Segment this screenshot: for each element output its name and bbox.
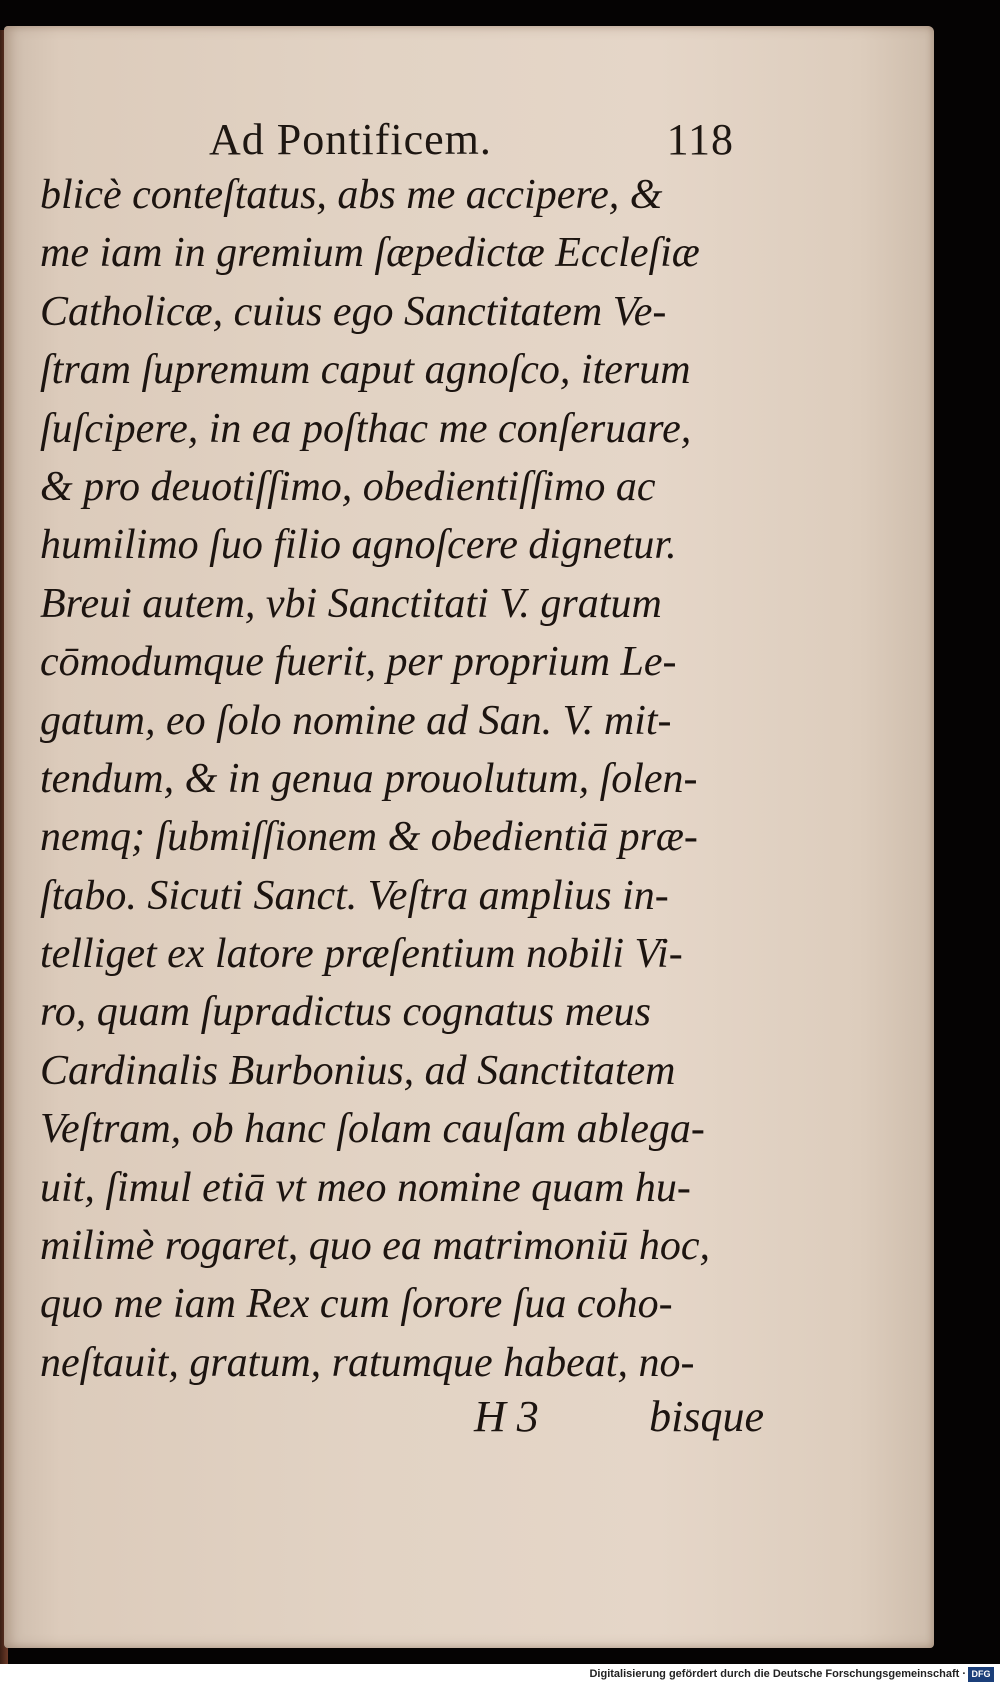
text-line: ſtram ſupremum caput agnoſco, iterum [40,347,691,394]
page-header [209,114,734,174]
dfg-logo-icon: DFG [968,1667,994,1682]
text-line: tendum, & in genua prouolutum, ſolen- [40,755,698,802]
text-line: ſuſcipere, in ea poſthac me conſeruare, [40,405,692,452]
text-line: & pro deuotiſſimo, obedientiſſimo ac [40,463,656,510]
text-line: quo me iam Rex cum ſorore ſua coho- [40,1281,673,1328]
text-line: milimè rogaret, quo ea matrimoniū hoc, [40,1223,710,1270]
page-number: 118 [666,115,734,164]
text-line: nemq; ſubmiſſionem & obedientiā præ- [40,814,698,861]
text-line: uit, ſimul etiā vt meo nomine quam hu- [40,1164,691,1211]
text-line: Breui autem, vbi Sanctitati V. gratum [40,580,662,627]
text-line: ſtabo. Sicuti Sanct. Veſtra amplius in- [40,872,669,919]
text-line: gatum, eo ſolo nomine ad San. V. mit- [40,697,672,744]
credit-bar [0,1664,1000,1688]
text-line: me iam in gremium ſæpedictæ Eccleſiæ [40,230,700,277]
book-page [4,26,934,1648]
text-line: Veſtram, ob hanc ſolam cauſam ablega- [40,1106,705,1153]
page-footer [474,1391,764,1451]
text-line: Cardinalis Burbonius, ad Sanctitatem [40,1047,676,1094]
running-head: Ad Pontificem. [209,115,492,164]
text-line: neſtauit, gratum, ratumque habeat, no- [40,1339,695,1386]
catchword: bisque [649,1392,764,1441]
text-line: Catholicæ, cuius ego Sanctitatem Ve- [40,288,667,335]
text-line: telliget ex latore præſentium nobili Vi- [40,931,683,978]
text-line: ro, quam ſupradictus cognatus meus [40,989,651,1036]
signature-mark: H 3 [474,1392,539,1441]
text-line: humilimo ſuo filio agnoſcere dignetur. [40,522,677,569]
digitization-credit: Digitalisierung gefördert durch die Deutsche Forschungsgemeinschaft · [589,1668,966,1680]
text-line: cōmodumque fuerit, per proprium Le- [40,639,677,686]
text-line: blicè conteſtatus, abs me accipere, & [40,172,663,218]
body-text [40,166,760,1392]
